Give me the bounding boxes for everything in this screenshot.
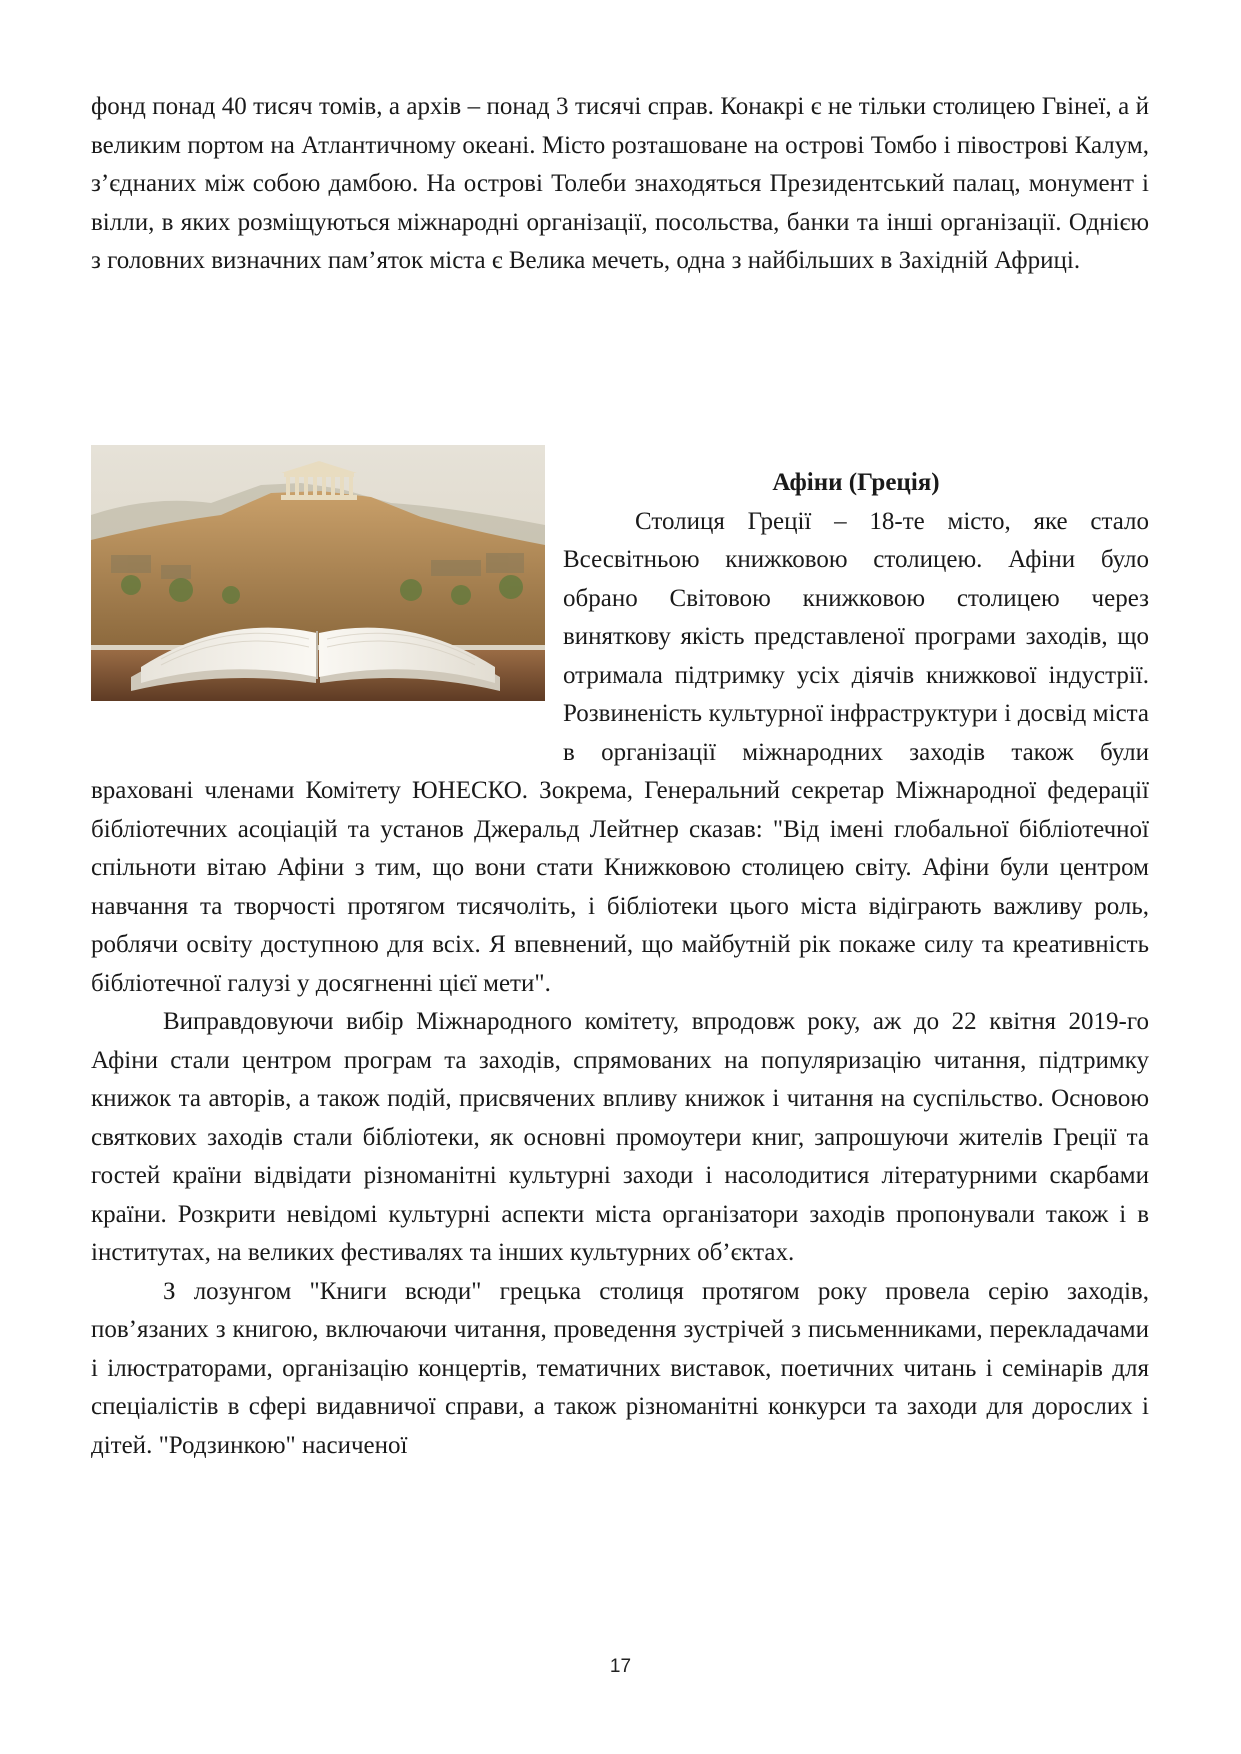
athens-paragraph-2: Виправдовуючи вибір Міжнародного комітету, впродовж року, аж до 22 квітня 2019-го Афіни стали центром програм та заходів, спрямованих на популяризацію читання, підтримку книжок та авторів, а також подій, присвячених впливу книжок і читання на суспільство. Основою святкових заходів стали бібліотеки, як основні промоутери книг, запрошуючи жителів Греції та гостей країни відвідати різноманітні культурні заходи і насолодитися літературними скарбами країни. Розкрити невідомі культурні аспекти міста організатори заходів пропонували також і в інститутах, на великих фестивалях та інших культурних об’єктах.: [91, 1008, 1149, 1266]
athens-paragraph-1: Столиця Греції – 18-те місто, яке стало Всесвітньою книжковою столицею. Афіни було обрано Світовою книжковою столицею через виняткову якість представленої програми заходів, що отримала підтримку усіх діячів книжкової індустрії. Розвиненість культурної інфраструктури і досвід міста в організації міжнародних заходів також були враховані членами Комітету ЮНЕСКО. Зокрема, Генеральний секретар Міжнародної федерації бібліотечних асоціацій та установ Джеральд Лейтнер сказав: "Від імені глобальної бібліотечної спільноти вітаю Афіни з тим, що вони стати Книжковою столицею світу. Афіни були центром навчання та творчості протягом тисячоліть, і бібліотеки цього міста відіграють важливу роль, роблячи освіту доступною для всіх. Я впевнений, що майбутній рік покаже силу та креативність бібліотечної галузі у досягненні цієї мети".: [91, 507, 1149, 997]
page-number: 17: [609, 1656, 632, 1677]
section-title: Афіни (Греція): [772, 469, 940, 496]
image-wrap-spacer: [91, 464, 563, 734]
athens-paragraph-3: З лозунгом "Книги всюди" грецька столиця протягом року провела серію заходів, пов’язаних з книгою, включаючи читання, проведення зустрічей з письменниками, перекладачами і ілюстраторами, організацію концертів, тематичних виставок, поетичних читань і семінарів для спеціалістів в сфері видавничої справи, а також різноманітні конкурси та заходи для дорослих і дітей. "Родзинкою" насиченої: [91, 1277, 1149, 1459]
intro-paragraph: фонд понад 40 тисяч томів, а архів – понад 3 тисячі справ. Конакрі є не тільки столицею Гвінеї, а й великим портом на Атлантичному океані. Місто розташоване на острові Томбо і півострові Калум, з’єднаних між собою дамбою. На острові Толеби знаходяться Президентський палац, монумент і вілли, в яких розміщуються міжнародні організації, посольства, банки та інші організації. Однією з головних визначних пам’яток міста є Велика мечеть, одна з найбільших в Західній Африці.: [91, 93, 1149, 274]
athens-section: [91, 464, 1149, 1465]
